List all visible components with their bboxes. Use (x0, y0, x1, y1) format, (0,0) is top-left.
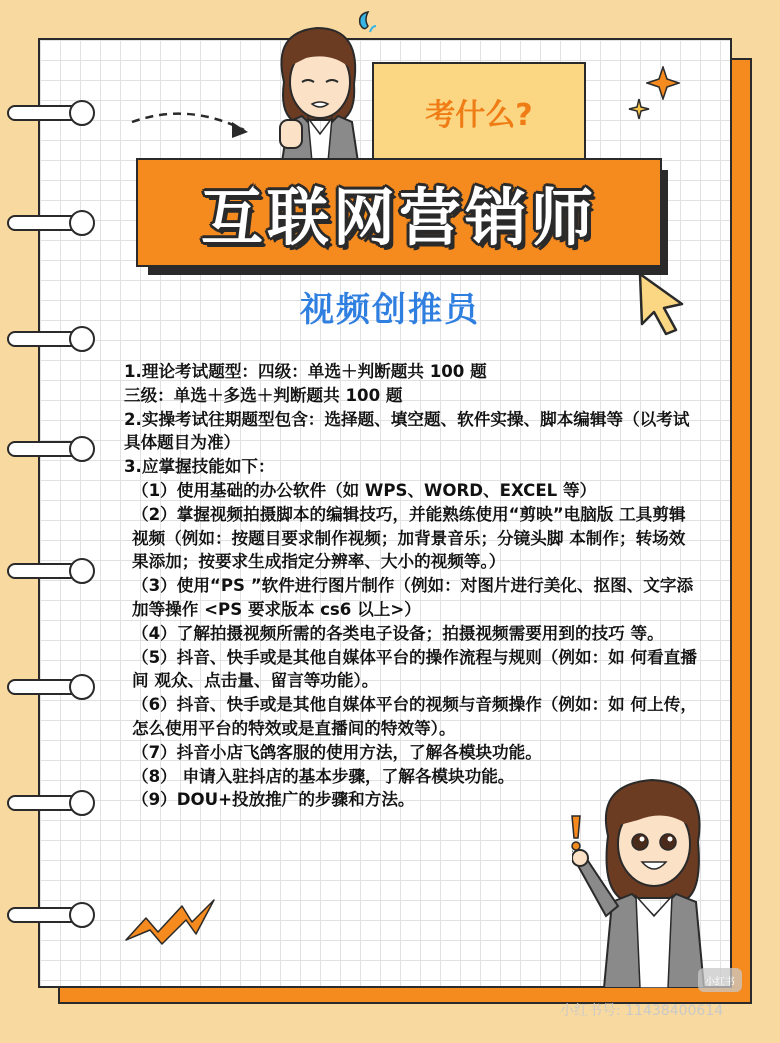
sparkle-icon (628, 98, 650, 124)
watermark-logo (698, 968, 742, 992)
content-line: 三级：单选＋多选＋判断题共 100 题 (124, 385, 403, 405)
watermark: 小红书号: 11438400614 (560, 1003, 724, 1019)
binder-ring (6, 554, 98, 588)
content-line: 3.应掌握技能如下： (124, 457, 275, 477)
content-body (124, 360, 699, 812)
title-banner (136, 158, 662, 267)
binder-ring (6, 96, 98, 130)
pointing-person-illustration (572, 766, 732, 992)
dashed-arrow-icon (128, 102, 258, 146)
skill-item: （7）抖音小店飞鸽客服的使用方法，了解各模块功能。 (132, 742, 542, 762)
question-tag (372, 62, 586, 162)
question-tag-label: 考什么? (425, 98, 533, 133)
binder-ring (6, 670, 98, 704)
skill-item: （8） 申请入驻抖店的基本步骤，了解各模块功能。 (132, 766, 515, 786)
sweat-drop-icon (354, 10, 378, 40)
binder-ring (6, 898, 98, 932)
binder-ring (6, 206, 98, 240)
binder-ring (6, 786, 98, 820)
binder-ring (6, 432, 98, 466)
skill-item: （1）使用基础的办公软件（如 WPS、WORD、EXCEL 等） (132, 480, 597, 500)
watermark-logo-text: 小红书 (705, 976, 735, 988)
content-line: 2.实操考试往期题型包含：选择题、填空题、软件实操、脚本编辑等（以考试具体题目为准） (124, 409, 690, 453)
skill-item: （3）使用“PS ”软件进行图片制作（例如：对图片进行美化、抠图、文字添加等操作 <PS 要求版本 cs6 以上>） (132, 576, 694, 619)
skill-item: （9）DOU+投放推广的步骤和方法。 (132, 790, 415, 810)
sparkle-icon (646, 66, 680, 104)
content-line: 1.理论考试题型：四级：单选＋判断题共 100 题 (124, 362, 487, 381)
page-title: 互联网营销师 (200, 181, 597, 254)
skill-item: （2）掌握视频拍摄脚本的编辑技巧，并能熟练使用“剪映”电脑版 工具剪辑视频（例如：按题目要求制作视频；加背景音乐；分镜头脚 本制作；转场效果添加；按要求生成指定分辨率、大小的视频等。） (132, 504, 686, 572)
skill-item: （6）抖音、快手或是其他自媒体平台的视频与音频操作（例如：如 何上传，怎么使用平台的特效或是直播间的特效等）。 (132, 695, 697, 738)
skill-item: （5）抖音、快手或是其他自媒体平台的操作流程与规则（例如：如 何看直播间 观众、点击量、留言等功能）。 (132, 647, 697, 691)
skill-item: （4）了解拍摄视频所需的各类电子设备；拍摄视频需要用到的技巧 等。 (132, 623, 664, 643)
zigzag-icon (122, 896, 218, 952)
subtitle: 视频创推员 (300, 290, 480, 330)
